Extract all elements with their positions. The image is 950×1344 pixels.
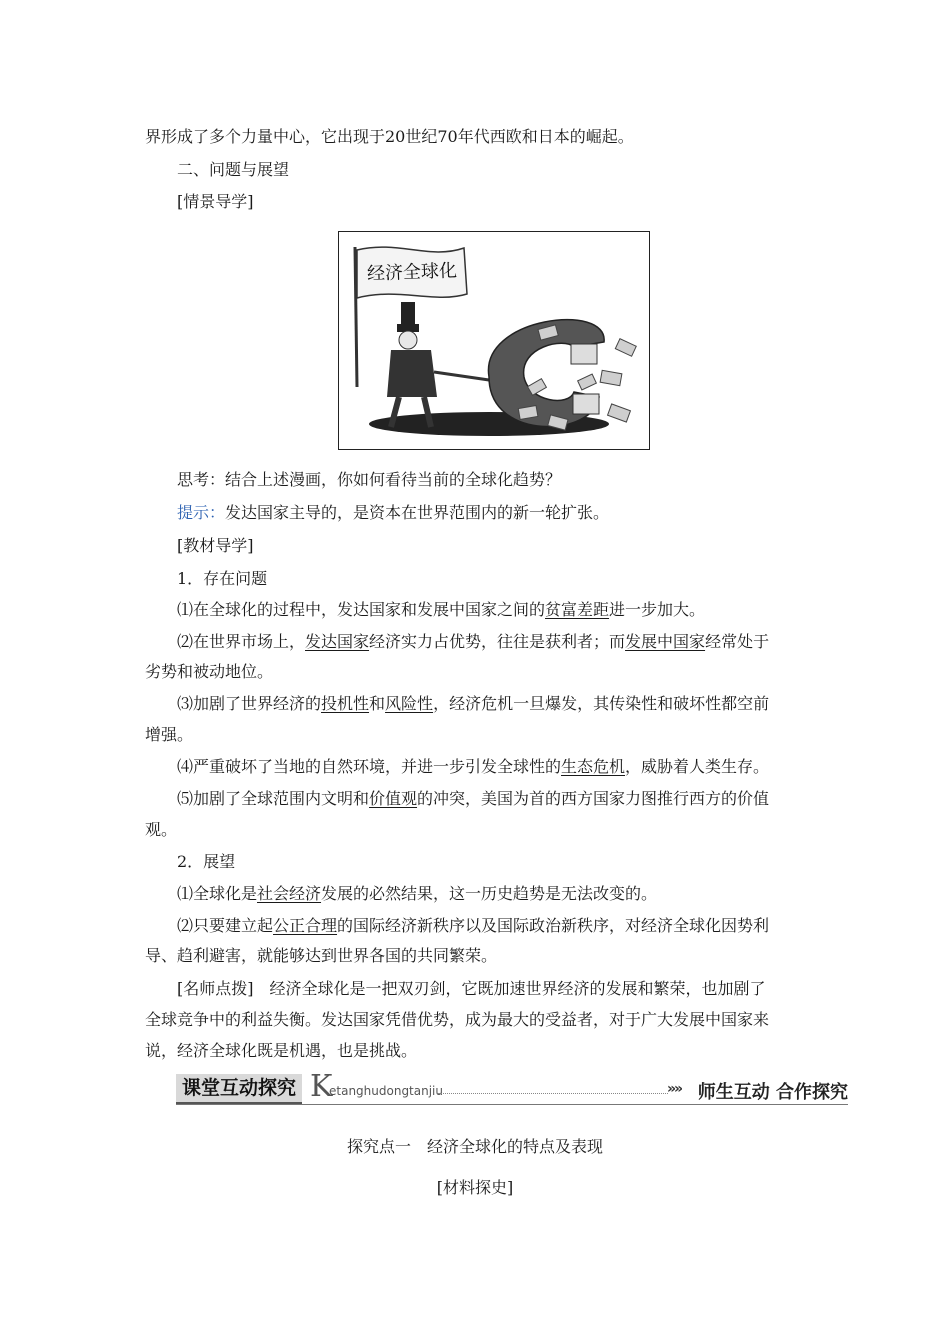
banner-pinyin: etanghudongtanjiu [329,1084,443,1098]
subsection-label: [情景导学] [177,192,254,211]
section-heading: 二、问题与展望 [177,160,290,179]
hint-line [177,503,842,523]
text: ⑴在全球化的过程中，发达国家和发展中国家之间的 [177,600,546,619]
text: 经济实力占优势，往往是获利者；而 [369,632,626,651]
key-term: 贫富差距 [545,600,610,619]
key-term: 生态危机 [561,757,626,776]
subsection-label: [教材导学] [177,536,254,555]
inquiry-subtitle: [材料探史] [436,1178,514,1197]
flag-text: 经济全球化 [366,260,458,285]
hint-label: 提示： [177,503,226,522]
outlook-item-2-cont: 导、趋利避害，就能够达到世界各国的共同繁荣。 [145,946,498,965]
text: 发展的必然结果，这一历史趋势是无法改变的。 [321,884,658,903]
inquiry-title: 探究点一 经济全球化的特点及表现 [346,1137,603,1156]
key-term: 风险性 [385,694,434,713]
problem-item-2-cont: 劣势和被动地位。 [145,662,274,681]
text: ⑶加剧了世界经济的 [177,694,322,713]
key-term: 投机性 [321,694,370,713]
item-heading: 1．存在问题 [177,569,268,588]
key-term: 发达国家 [305,632,370,651]
text: ，威胁着人类生存。 [625,757,770,776]
banner-subtitle: 师生互动 合作探究 [697,1082,848,1103]
text: 和 [369,694,386,713]
item-heading: 2．展望 [177,852,236,871]
paragraph-continuation: 界形成了多个力量中心，它出现于20世纪70年代西欧和日本的崛起。 [145,127,634,146]
text: ⑵只要建立起 [177,916,274,935]
text: 进一步加大。 [609,600,706,619]
problem-item-2 [177,632,842,652]
problem-item-1 [177,600,842,620]
banner-underline [176,1104,848,1105]
key-term: 价值观 [369,789,418,808]
teacher-tip: [名师点拨] 经济全球化是一把双刃剑，它既加速世界经济的发展和繁荣，也加剧了 [177,979,766,998]
cartoon-figure [338,231,650,450]
key-term: 公正合理 [273,916,338,935]
banner-arrows-icon: »» [667,1081,682,1097]
outlook-item-2 [177,916,842,936]
text: ⑷严重破坏了当地的自然环境，并进一步引发全球性的 [177,757,562,776]
text: ⑸加剧了全球范围内文明和 [177,789,370,808]
text: 经常处于 [705,632,770,651]
teacher-tip-cont: 说，经济全球化既是机遇，也是挑战。 [145,1041,418,1060]
problem-item-5-cont: 观。 [145,820,178,839]
text: ⑴全球化是 [177,884,258,903]
problem-item-3-cont: 增强。 [145,725,194,744]
hint-text: 发达国家主导的，是资本在世界范围内的新一轮扩张。 [225,503,610,522]
text: ，经济危机一旦爆发，其传染性和破坏性都空前 [433,694,770,713]
banner-title: 课堂互动探究 [176,1074,302,1105]
banner-k-letter: K [310,1069,333,1104]
text: ⑵在世界市场上， [177,632,306,651]
thinking-question: 思考：结合上述漫画，你如何看待当前的全球化趋势？ [177,470,562,489]
outlook-item-1 [177,884,842,904]
problem-item-4 [177,757,842,777]
section-banner [176,1069,848,1107]
problem-item-5 [177,789,842,809]
teacher-tip-cont: 全球竞争中的利益失衡。发达国家凭借优势，成为最大的受益者，对于广大发展中国家来 [145,1010,770,1029]
text: 的国际经济新秩序以及国际政治新秩序，对经济全球化因势利 [337,916,770,935]
text: 的冲突，美国为首的西方国家力图推行西方的价值 [417,789,770,808]
banner-dotted-rule [438,1093,668,1094]
key-term: 社会经济 [257,884,322,903]
key-term: 发展中国家 [625,632,706,651]
problem-item-3 [177,694,842,714]
